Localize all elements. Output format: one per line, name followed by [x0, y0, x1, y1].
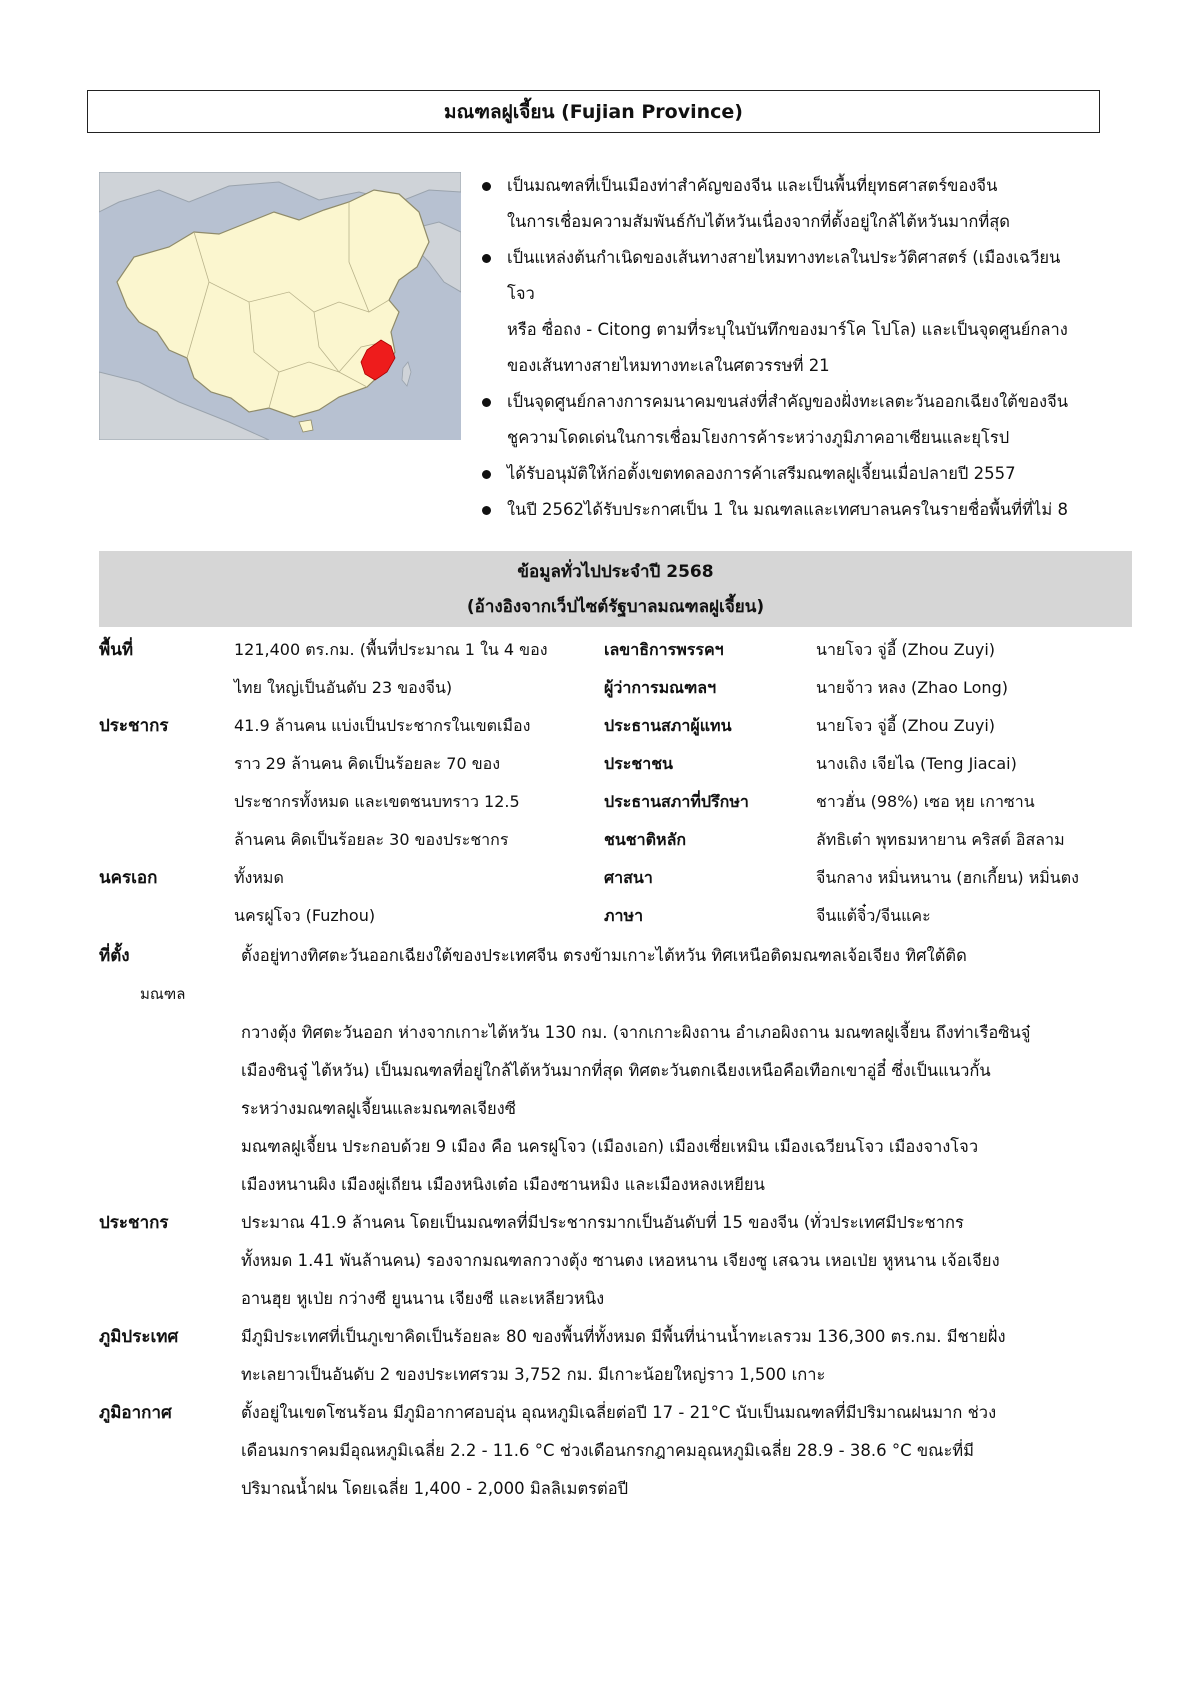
info-value: นายโจว จู่อี้ (Zhou Zuyi)	[816, 716, 996, 735]
bullet-item: ได้รับอนุมัติให้ก่อตั้งเขตทดลองการค้าเสรีมณฑลฝูเจี้ยนเมื่อปลายปี 2557	[477, 456, 1137, 492]
info-label-area: พื้นที่	[99, 640, 134, 660]
info-value: 41.9 ล้านคน แบ่งเป็นประชากรในเขตเมือง	[234, 716, 531, 735]
bullet-dot-icon	[482, 254, 491, 263]
info-label-language: ภาษา	[604, 906, 644, 925]
section-label-population: ประชากร	[99, 1213, 169, 1233]
info-label-cppcc-chair: ประธานสภาที่ปรึกษา	[604, 792, 749, 811]
bullet-item: เป็นมณฑลที่เป็นเมืองท่าสำคัญของจีน และเป็นพื้นที่ยุทธศาสตร์ของจีน ในการเชื่อมความสัมพันธ์กับไต้หวันเนื่องจากที่ตั้งอยู่ใกล้ไต้หวันมากที่สุด	[477, 168, 1137, 240]
location-text: กวางตุ้ง ทิศตะวันออก ห่างจากเกาะไต้หวัน 130 กม. (จากเกาะผิงถาน อำเภอผิงถาน มณฑลฝูเจี้ยน ถึงท่าเรือซินจู๋ เมืองซินจู๋ ไต้หวัน) เป็นมณฑลที่อยู่ใกล้ไต้หวันมากที่สุด ทิศตะวันตกเฉียงเหนือคือเทือกเขาอู่อี๋ ซึ่งเป็นแนวกั้น ระหว่างมณฑลฝูเจี้ยนและมณฑลเจียงซี มณฑลฝูเจี้ยน ประกอบด้วย 9 เมือง คือ นครฝูโจว (เมืองเอก) เมืองเซี่ยเหมิน เมืองเฉวียนโจว เมืองจางโจว เมืองหนานผิง เมืองผู่เถียน เมืองหนิงเต๋อ เมืองซานหมิง และเมืองหลงเหยียน	[241, 1023, 1031, 1194]
section-label-climate: ภูมิอากาศ	[99, 1403, 172, 1423]
population-text: ประมาณ 41.9 ล้านคน โดยเป็นมณฑลที่มีประชากรมากเป็นอันดับที่ 15 ของจีน (ทั่วประเทศมีประชากร ทั้งหมด 1.41 พันล้านคน) รองจากมณฑลกวางตุ้ง ซานตง เหอหนาน เจียงซู เสฉวน เหอเป่ย หูหนาน เจ้อเจียง อานฮุย หูเป่ย กว่างซี ยูนนาน เจียงซี และเหลียวหนิง	[241, 1213, 1000, 1308]
bullet-item: เป็นแหล่งต้นกำเนิดของเส้นทางสายไหมทางทะเลในประวัติศาสตร์ (เมืองเฉวียน โจว หรือ ซื่อถง - Citong ตามที่ระบุในบันทึกของมาร์โค โปโล) และเป็นจุดศูนย์กลาง ของเส้นทางสายไหมทางทะเลในศตวรรษที่ 21	[477, 240, 1137, 384]
climate-text: ตั้งอยู่ในเขตโซนร้อน มีภูมิอากาศอบอุ่น อุณหภูมิเฉลี่ยต่อปี 17 - 21°C นับเป็นมณฑลที่มีปริมาณฝนมาก ช่วง เดือนมกราคมมีอุณหภูมิเฉลี่ย 2.2 - 11.6 °C ช่วงเดือนกรกฎาคมอุณหภูมิเฉลี่ย 28.9 - 38.6 °C ขณะที่มี ปริมาณน้ำฝน โดยเฉลี่ย 1,400 - 2,000 มิลลิเมตรต่อปี	[241, 1403, 997, 1498]
section-label-terrain: ภูมิประเทศ	[99, 1327, 179, 1347]
bullet-list	[477, 168, 1137, 528]
info-value: จีนแต้จิ๋ว/จีนแคะ	[816, 906, 931, 925]
info-label-capital: นครเอก	[99, 868, 158, 888]
china-map-fujian-highlight-icon	[99, 172, 461, 440]
info-value: นครฝูโจว (Fuzhou)	[234, 906, 376, 925]
info-value: ไทย ใหญ่เป็นอันดับ 23 ของจีน)	[234, 678, 453, 697]
info-value: ประชากรทั้งหมด และเขตชนบทราว 12.5	[234, 792, 520, 811]
bullet-dot-icon	[482, 470, 491, 479]
info-label-ethnic: ชนชาติหลัก	[604, 830, 687, 849]
location-subline: มณฑล	[140, 985, 186, 1003]
info-label-party-secretary: เลขาธิการพรรคฯ	[604, 640, 724, 659]
bullet-item: ในปี 2562ได้รับประกาศเป็น 1 ใน มณฑลและเทศบาลนครในรายชื่อพื้นที่ที่ไม่ 8	[477, 492, 1137, 528]
general-info-heading	[99, 551, 1132, 627]
info-heading-year: ข้อมูลทั่วไปประจำปี 2568	[517, 562, 714, 582]
bullet-dot-icon	[482, 182, 491, 191]
info-label-people: ประชาชน	[604, 754, 673, 773]
info-label-religion: ศาสนา	[604, 868, 653, 887]
info-value: นายโจว จู่อี้ (Zhou Zuyi)	[816, 640, 996, 659]
info-label-congress-chair: ประธานสภาผู้แทน	[604, 716, 732, 735]
location-text-line: ตั้งอยู่ทางทิศตะวันออกเฉียงใต้ของประเทศจีน ตรงข้ามเกาะไต้หวัน ทิศเหนือติดมณฑลเจ้อเจียง ทิศใต้ติด	[241, 946, 967, 965]
info-label-governor: ผู้ว่าการมณฑลฯ	[604, 678, 717, 697]
bullet-item: เป็นจุดศูนย์กลางการคมนาคมขนส่งที่สำคัญของฝั่งทะเลตะวันออกเฉียงใต้ของจีน ชูความโดดเด่นในการเชื่อมโยงการค้าระหว่างภูมิภาคอาเซียนและยุโรป	[477, 384, 1137, 456]
info-value: นายจ้าว หลง (Zhao Long)	[816, 678, 1008, 697]
info-value: 121,400 ตร.กม. (พื้นที่ประมาณ 1 ใน 4 ของ	[234, 640, 548, 659]
info-value: ชาวฮั่น (98%) เซอ หุย เกาซาน	[816, 792, 1035, 811]
page-title: มณฑลฝูเจี้ยน (Fujian Province)	[87, 90, 1100, 133]
bullet-dot-icon	[482, 506, 491, 515]
bullet-dot-icon	[482, 398, 491, 407]
info-value: นางเถิง เจียไฉ (Teng Jiacai)	[816, 754, 1017, 773]
info-value: ราว 29 ล้านคน คิดเป็นร้อยละ 70 ของ	[234, 754, 501, 773]
terrain-text: มีภูมิประเทศที่เป็นภูเขาคิดเป็นร้อยละ 80 ของพื้นที่ทั้งหมด มีพื้นที่น่านน้ำทะเลรวม 136,300 ตร.กม. มีชายฝั่ง ทะเลยาวเป็นอันดับ 2 ของประเทศรวม 3,752 กม. มีเกาะน้อยใหญ่ราว 1,500 เกาะ	[241, 1327, 1006, 1384]
info-label-population: ประชากร	[99, 716, 169, 736]
info-value: ทั้งหมด	[234, 868, 284, 887]
info-value: ล้านคน คิดเป็นร้อยละ 30 ของประชากร	[234, 830, 509, 849]
info-value: จีนกลาง หมิ่นหนาน (ฮกเกี้ยน) หมิ่นตง	[816, 868, 1079, 887]
section-label-location: ที่ตั้ง	[99, 946, 130, 966]
info-heading-source: (อ้างอิงจากเว็ปไซต์รัฐบาลมณฑลฝูเจี้ยน)	[466, 597, 765, 617]
info-value: ลัทธิเต๋า พุทธมหายาน คริสต์ อิสลาม	[816, 830, 1065, 849]
